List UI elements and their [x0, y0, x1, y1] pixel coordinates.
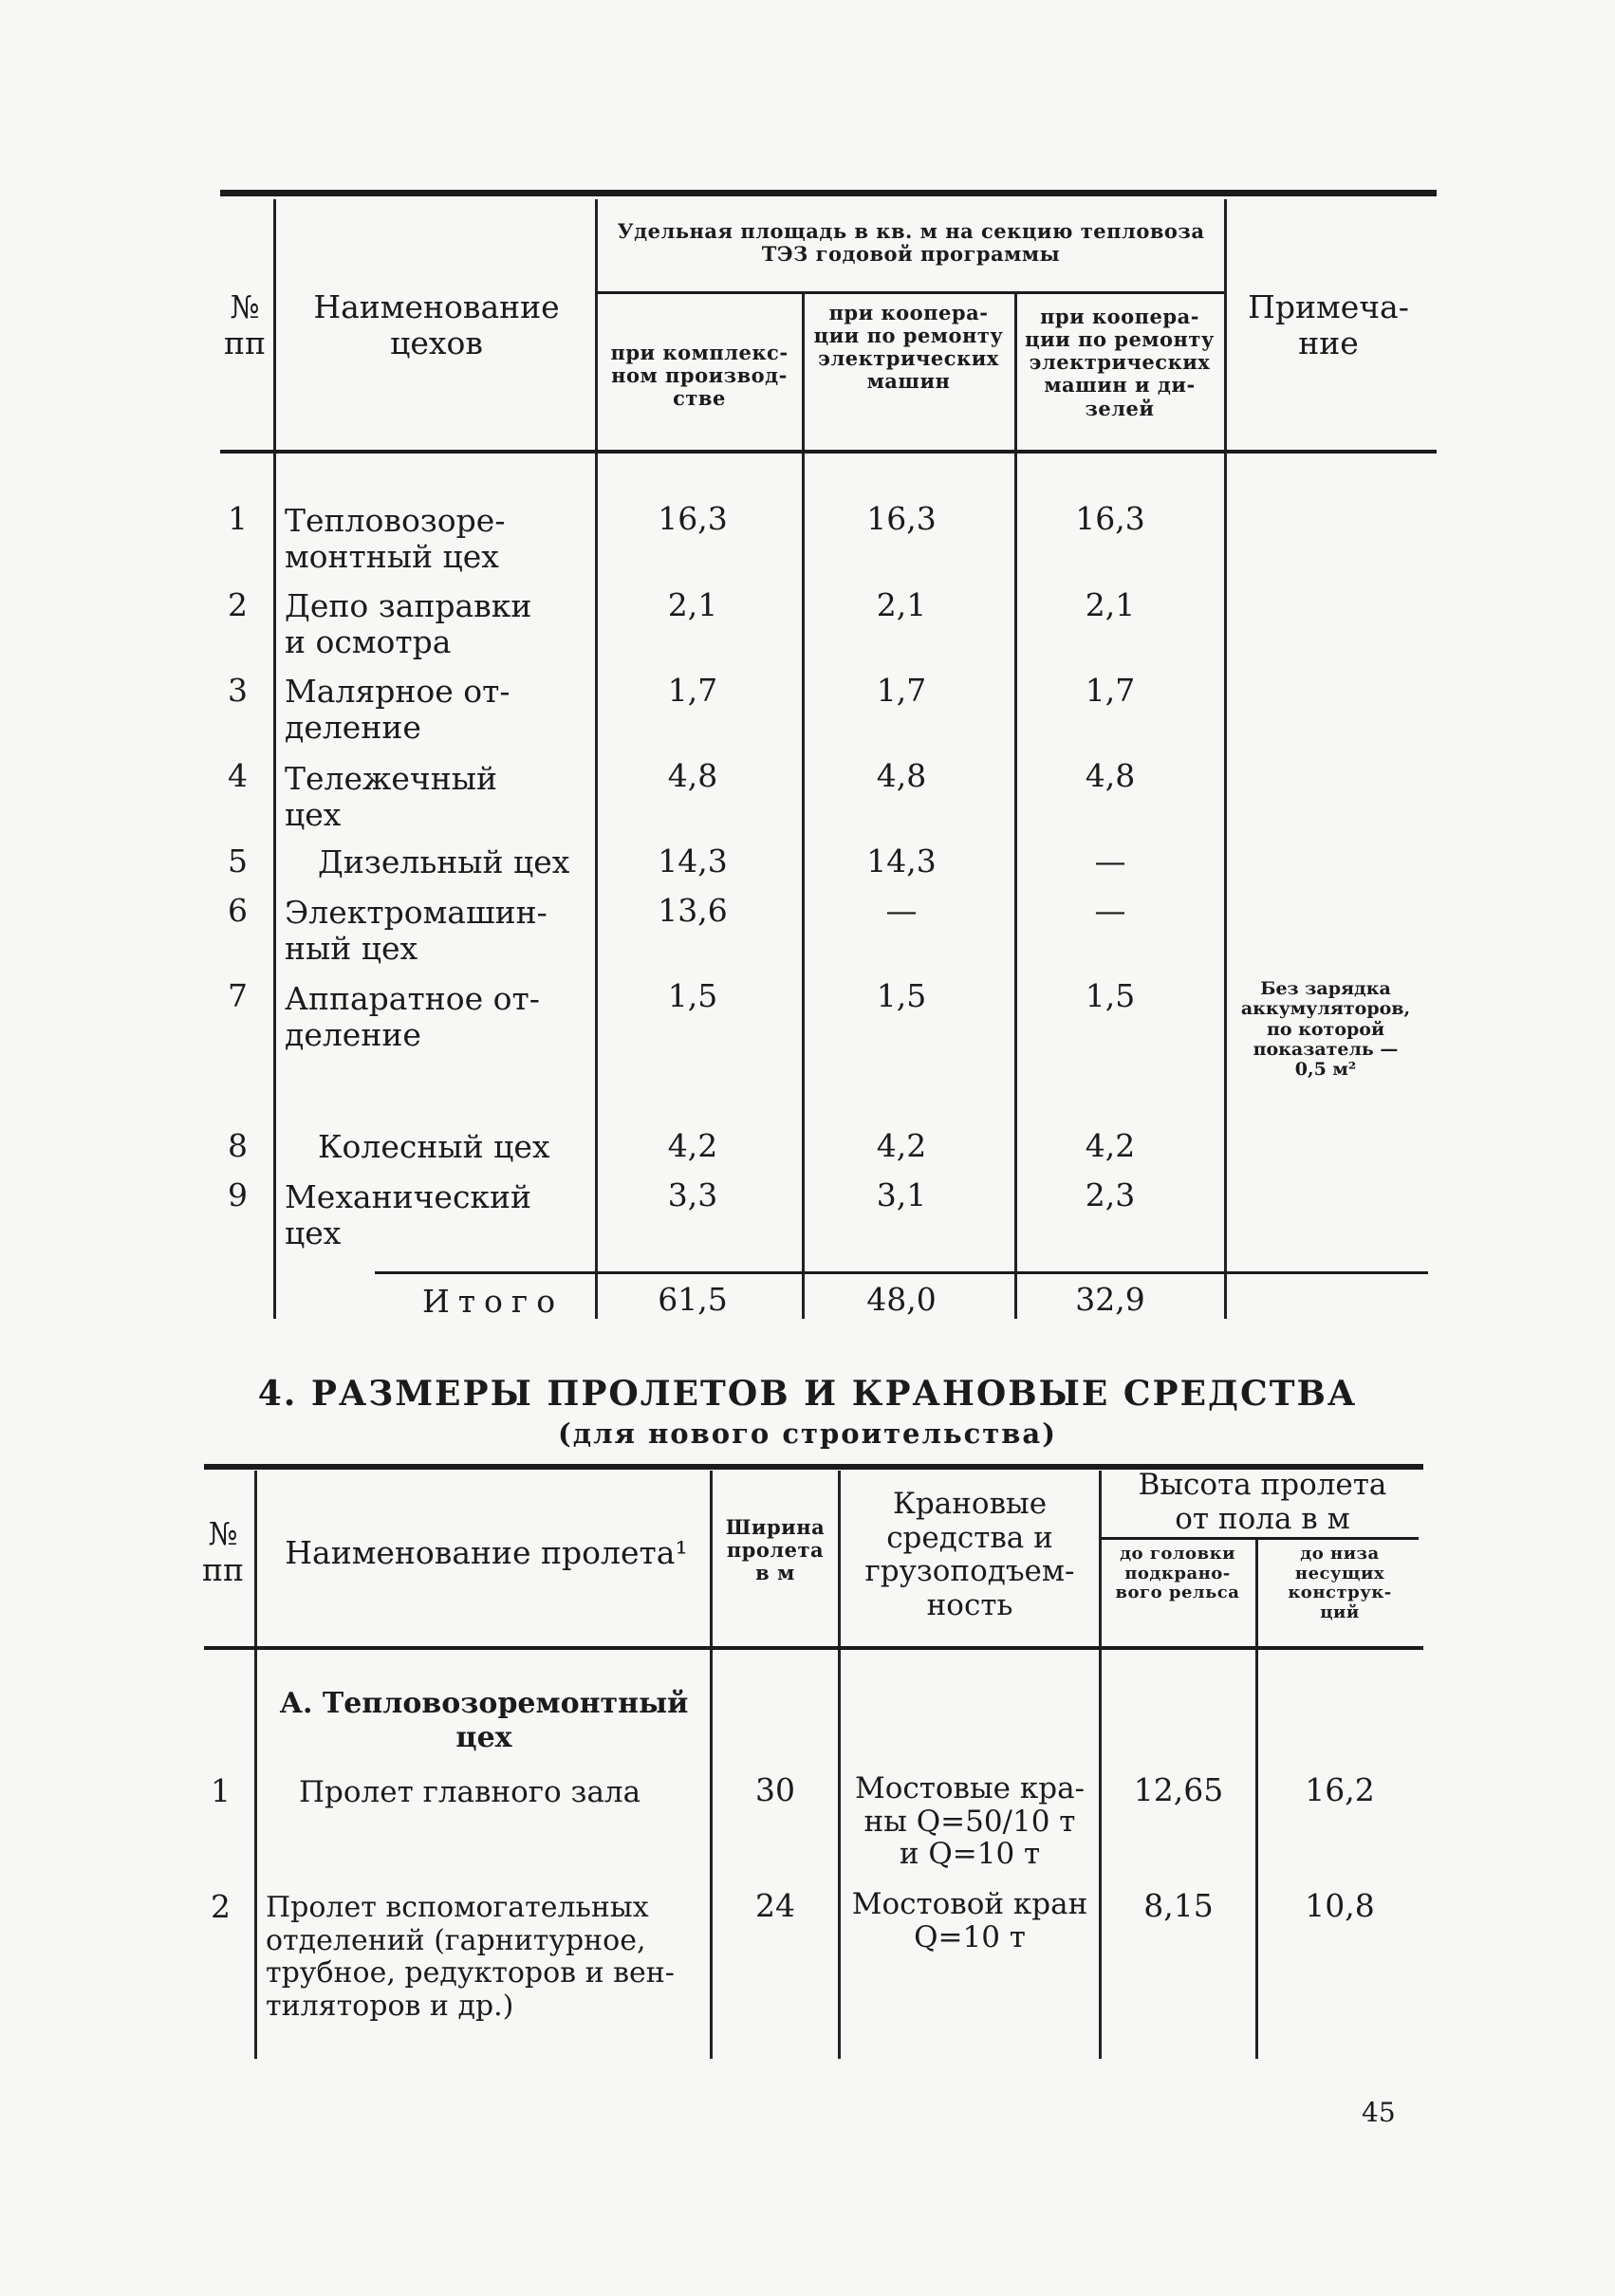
row-num: 8 — [228, 1127, 248, 1164]
t2-head-crane: Крановые средства и грузоподъем- ность — [864, 1487, 1075, 1622]
t1-head-group: Удельная площадь в кв. м на секцию тепловоза ТЭЗ годовой программы — [617, 219, 1205, 267]
row-v2: 3,1 — [876, 1176, 927, 1213]
row-v1: 2,1 — [667, 586, 718, 623]
row-v3: 4,8 — [1085, 757, 1136, 794]
row-h2: 16,2 — [1305, 1771, 1375, 1808]
row-num: 6 — [228, 892, 248, 929]
row-v1: 1,7 — [667, 672, 718, 709]
row-v2: 1,7 — [876, 672, 927, 709]
row-h1: 12,65 — [1133, 1771, 1224, 1808]
row-v3: — — [1094, 892, 1126, 929]
row-v3: 1,7 — [1085, 672, 1136, 709]
total-v2: 48,0 — [866, 1281, 937, 1318]
t1-head-num: № пп — [224, 288, 266, 361]
total-v1: 61,5 — [658, 1281, 728, 1318]
row-v2: 4,2 — [876, 1127, 927, 1164]
row-v3: 4,2 — [1085, 1127, 1136, 1164]
row-name: Тепловозоре- монтный цех — [285, 502, 506, 575]
total-label: Итого — [422, 1283, 565, 1320]
row-width: 24 — [755, 1887, 795, 1924]
row-num: 1 — [211, 1772, 231, 1809]
row-name: Колесный цех — [318, 1128, 550, 1165]
row-num: 5 — [228, 842, 248, 880]
row-v2: — — [885, 892, 918, 929]
row-num: 3 — [228, 672, 248, 709]
row-v3: 1,5 — [1085, 977, 1136, 1014]
row-name: Дизельный цех — [318, 843, 570, 880]
row-name: Механический цех — [285, 1178, 532, 1251]
row-v1: 16,3 — [658, 500, 728, 537]
row-v2: 14,3 — [866, 842, 937, 880]
row-v2: 4,8 — [876, 757, 927, 794]
row-h1: 8,15 — [1143, 1887, 1214, 1924]
t1-head-col3: при коопера- ции по ремонту электрических машин и ди- зелей — [1025, 305, 1215, 420]
row-h2: 10,8 — [1305, 1887, 1375, 1924]
row-num: 7 — [228, 977, 248, 1014]
row-name: Пролет главного зала — [299, 1775, 641, 1809]
row-v1: 4,8 — [667, 757, 718, 794]
row-v2: 16,3 — [866, 500, 937, 537]
t2-head-h2: до низа несущих конструк- ций — [1288, 1544, 1392, 1623]
row-v1: 14,3 — [658, 842, 728, 880]
t1-head-col1: при комплекс- ном производ- стве — [610, 341, 789, 411]
row-name: Депо заправки и осмотра — [285, 587, 532, 660]
row-name: Электромашин- ный цех — [285, 894, 548, 967]
row-v1: 3,3 — [667, 1176, 718, 1213]
t2-head-width: Ширина пролета в м — [725, 1515, 826, 1585]
t1-head-note: Примеча- ние — [1248, 288, 1409, 361]
row-v2: 1,5 — [876, 977, 927, 1014]
group-a-title: А. Тепловозоремонтный цех — [279, 1687, 689, 1754]
t2-head-name: Наименование пролета¹ — [285, 1534, 688, 1571]
t1-head-name: Наименование цехов — [313, 288, 560, 361]
row-num: 9 — [228, 1176, 248, 1213]
row-v2: 2,1 — [876, 586, 927, 623]
row-v3: — — [1094, 842, 1126, 880]
row-v3: 2,1 — [1085, 586, 1136, 623]
section-subtitle: (для нового строительства) — [558, 1417, 1057, 1450]
t2-head-h1: до головки подкрано- вого рельса — [1115, 1544, 1240, 1603]
t1-head-col2: при коопера- ции по ремонту электрических машин — [813, 301, 1004, 394]
t2-head-num: № пп — [202, 1515, 244, 1588]
row-crane: Мостовые кра- ны Q=50/10 т и Q=10 т — [854, 1771, 1086, 1872]
t2-head-height-group: Высота пролета от пола в м — [1138, 1468, 1387, 1536]
row-crane: Мостовой кран Q=10 т — [851, 1887, 1088, 1954]
row-name: Аппаратное от- деление — [285, 980, 540, 1053]
total-v3: 32,9 — [1075, 1281, 1145, 1318]
row-width: 30 — [755, 1771, 795, 1808]
row-num: 1 — [228, 500, 248, 537]
note-row7: Без зарядка аккумуляторов, по которой показатель — 0,5 м² — [1240, 978, 1411, 1081]
row-v1: 1,5 — [667, 977, 718, 1014]
section-title: 4. РАЗМЕРЫ ПРОЛЕТОВ И КРАНОВЫЕ СРЕДСТВА — [257, 1374, 1358, 1414]
row-v1: 13,6 — [658, 892, 728, 929]
row-num: 2 — [211, 1888, 231, 1925]
row-v3: 16,3 — [1075, 500, 1145, 537]
row-name: Малярное от- деление — [285, 673, 510, 746]
row-name: Пролет вспомогательных отделений (гарнитурное, трубное, редукторов и вен- тиляторов и др.) — [266, 1891, 675, 2023]
page-number: 45 — [1362, 2097, 1396, 2128]
row-v3: 2,3 — [1085, 1176, 1136, 1213]
row-num: 2 — [228, 586, 248, 623]
row-num: 4 — [228, 757, 248, 794]
row-v1: 4,2 — [667, 1127, 718, 1164]
row-name: Тележечный цех — [285, 760, 497, 833]
